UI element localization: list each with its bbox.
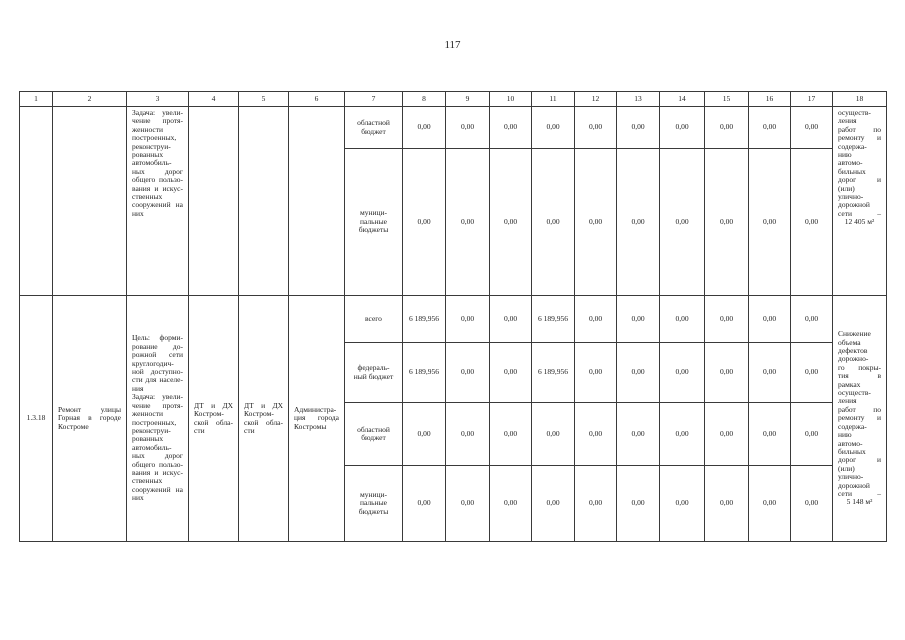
text-line: ления (838, 116, 857, 126)
column-number-header: 1 (20, 92, 53, 107)
text-line: круглогодич- (132, 358, 174, 368)
value-cell: 0,00 (791, 343, 833, 403)
value-cell: 0,00 (749, 107, 791, 149)
text-line: (или) (838, 183, 855, 193)
value-cell: 0,00 (490, 403, 532, 466)
text-line: автомобиль- (132, 158, 172, 168)
value-cell: 0,00 (446, 466, 490, 542)
value-cell: 0,00 (617, 343, 660, 403)
text-line: дорожной (838, 200, 870, 210)
text-line: улично- (838, 472, 864, 482)
value-cell: 0,00 (446, 296, 490, 343)
funding-source-cell (345, 343, 403, 403)
text-line: Снижение (838, 329, 871, 339)
text-line: дорожной (838, 480, 870, 490)
value-cell: 0,00 (532, 403, 575, 466)
empty-cell (20, 107, 53, 296)
value-cell: 6 189,956 (403, 343, 446, 403)
value-cell: 0,00 (705, 403, 749, 466)
text-line: вания и искус- (132, 183, 183, 193)
value-cell: 0,00 (575, 107, 617, 149)
text-line: реконструи- (132, 425, 171, 435)
text-line: них (132, 208, 144, 218)
text-line: Администра- (294, 404, 337, 414)
text-line: общего пользо- (132, 459, 183, 469)
text-line: ной доступно- (132, 367, 183, 377)
value-cell: 0,00 (403, 149, 446, 296)
text-line: Цель: форми- (132, 333, 183, 343)
text-line: автомо- (838, 158, 863, 168)
column-6-cell (289, 296, 345, 542)
text-line: дорог и (838, 175, 881, 185)
column-number-header: 8 (403, 92, 446, 107)
column-number-header: 2 (53, 92, 127, 107)
text-line: ской обла- (194, 417, 233, 427)
value-cell: 0,00 (403, 403, 446, 466)
value-cell: 0,00 (660, 466, 705, 542)
text-line: бюджеты (358, 506, 389, 516)
table-row (20, 296, 887, 343)
text-line: дефектов (838, 346, 868, 356)
column-number-header: 6 (289, 92, 345, 107)
value-cell: 0,00 (446, 107, 490, 149)
text-line: чение протя- (132, 116, 183, 126)
value-cell: 0,00 (617, 149, 660, 296)
text-line: ных дорог (132, 166, 183, 176)
value-cell: 0,00 (791, 403, 833, 466)
text-line: рожной сети (132, 350, 183, 360)
text-line: областной (357, 118, 390, 128)
column-number-header: 18 (833, 92, 887, 107)
text-line: чение протя- (132, 400, 183, 410)
text-line: объема (838, 337, 861, 347)
text-line: ных дорог (132, 451, 183, 461)
text-line: автомо- (838, 438, 863, 448)
text-line: бюджет (361, 433, 386, 442)
column-number-header: 3 (127, 92, 189, 107)
text-line: Костромы (294, 421, 327, 431)
text-line: ственных (132, 476, 163, 486)
goal-task-cell (127, 296, 189, 542)
value-cell: 0,00 (403, 466, 446, 542)
value-cell: 0,00 (490, 107, 532, 149)
text-line: сти для населе- (132, 375, 183, 385)
text-line: тия в (838, 371, 881, 381)
text-line: работ по (838, 404, 881, 414)
text-line: рованных (132, 150, 164, 160)
text-line: нию (838, 430, 852, 440)
value-cell: 0,00 (660, 403, 705, 466)
value-cell: 0,00 (660, 107, 705, 149)
text-line: Горная в городе (58, 413, 121, 423)
column-number-header: 5 (239, 92, 289, 107)
empty-cell (189, 107, 239, 296)
column-number-header: 14 (660, 92, 705, 107)
result-cell (833, 296, 887, 542)
text-line: Костроме (58, 421, 89, 431)
value-cell: 0,00 (791, 107, 833, 149)
value-cell: 0,00 (749, 149, 791, 296)
value-cell: 0,00 (660, 343, 705, 403)
value-cell: 0,00 (617, 466, 660, 542)
text-line: сооружений на (132, 200, 183, 210)
text-line: бюджет (361, 126, 386, 136)
item-number-cell: 1.3.18 (20, 296, 53, 542)
empty-cell (53, 107, 127, 296)
text-line: ственных (132, 192, 163, 202)
value-cell: 0,00 (617, 296, 660, 343)
value-cell: 0,00 (490, 466, 532, 542)
text-line: пальные (360, 498, 387, 508)
value-cell: 6 189,956 (532, 296, 575, 343)
value-cell: 0,00 (705, 107, 749, 149)
value-cell: 0,00 (532, 107, 575, 149)
value-cell: 0,00 (490, 149, 532, 296)
value-cell: 0,00 (446, 403, 490, 466)
text-line: 12 405 м² (844, 217, 875, 227)
value-cell: 0,00 (705, 296, 749, 343)
text-line: Костром- (194, 409, 224, 419)
text-line: сти (244, 425, 255, 435)
text-line: ской обла- (244, 417, 283, 427)
text-line: ДТ и ДХ (244, 400, 283, 410)
text-line: 5 148 м² (846, 497, 873, 507)
value-cell: 0,00 (749, 343, 791, 403)
column-4-cell (189, 296, 239, 542)
column-number-header: 4 (189, 92, 239, 107)
header-row (20, 92, 887, 107)
funding-source-cell (345, 296, 403, 343)
text-line: реконструи- (132, 141, 171, 151)
value-cell: 0,00 (490, 296, 532, 343)
result-cell (833, 107, 887, 296)
value-cell: 0,00 (575, 466, 617, 542)
text-line: ления (838, 396, 857, 406)
column-number-header: 10 (490, 92, 532, 107)
value-cell: 0,00 (446, 343, 490, 403)
text-line: муници- (359, 208, 388, 218)
column-number-header: 9 (446, 92, 490, 107)
text-line: бильных (838, 446, 866, 456)
column-number-header: 13 (617, 92, 660, 107)
text-line: построенных, (132, 133, 177, 143)
program-table (19, 91, 887, 542)
text-line: Задача: увели- (132, 392, 183, 402)
text-line: женности (132, 409, 163, 419)
text-line: дорог и (838, 455, 881, 465)
column-number-header: 17 (791, 92, 833, 107)
text-line: областной (357, 424, 390, 434)
goal-task-cell (127, 107, 189, 296)
text-line: сети – (838, 488, 881, 498)
text-line: ция города (294, 413, 339, 423)
value-cell: 0,00 (575, 343, 617, 403)
value-cell: 0,00 (791, 466, 833, 542)
text-line: Ремонт улицы (58, 404, 121, 414)
funding-source-cell (345, 403, 403, 466)
value-cell: 0,00 (575, 403, 617, 466)
text-line: рование до- (132, 341, 183, 351)
text-line: автомобиль- (132, 442, 172, 452)
text-line: всего (365, 313, 382, 323)
page-number: 117 (444, 39, 461, 51)
text-line: Задача: увели- (132, 108, 183, 117)
text-line: содержа- (838, 421, 867, 431)
text-line: ремонту и (838, 133, 881, 143)
value-cell: 6 189,956 (403, 296, 446, 343)
value-cell: 0,00 (403, 107, 446, 149)
column-number-header: 12 (575, 92, 617, 107)
value-cell: 0,00 (705, 149, 749, 296)
value-cell: 0,00 (617, 107, 660, 149)
text-line: улично- (838, 192, 864, 202)
text-line: ремонту и (838, 413, 881, 423)
text-line: осуществ- (838, 388, 871, 398)
funding-source-cell (345, 466, 403, 542)
text-line: ный бюджет (353, 371, 394, 381)
text-line: работ по (838, 124, 881, 134)
column-number-header: 15 (705, 92, 749, 107)
text-line: рамках (838, 379, 861, 389)
funding-source-cell (345, 149, 403, 296)
column-number-header: 11 (532, 92, 575, 107)
text-line: муници- (359, 489, 388, 499)
value-cell: 0,00 (749, 466, 791, 542)
item-name-cell (53, 296, 127, 542)
text-line: дорожно- (838, 354, 869, 364)
text-line: сооружений на (132, 484, 183, 494)
text-line: осуществ- (838, 108, 871, 117)
text-line: общего пользо- (132, 175, 183, 185)
column-number-header: 16 (749, 92, 791, 107)
value-cell: 6 189,956 (532, 343, 575, 403)
empty-cell (239, 107, 289, 296)
column-5-cell (239, 296, 289, 542)
text-line: женности (132, 124, 163, 134)
text-line: сти (194, 425, 205, 435)
text-line: нию (838, 150, 852, 160)
text-line: ния (132, 383, 144, 393)
text-line: пальные (360, 216, 387, 226)
value-cell: 0,00 (532, 466, 575, 542)
text-line: Костром- (244, 409, 274, 419)
text-line: содержа- (838, 141, 867, 151)
text-line: построенных, (132, 417, 177, 427)
text-line: сети – (838, 208, 881, 218)
value-cell: 0,00 (617, 403, 660, 466)
funding-source-cell (345, 107, 403, 149)
text-line: рованных (132, 434, 164, 444)
text-line: бюджеты (358, 225, 389, 235)
value-cell: 0,00 (749, 403, 791, 466)
value-cell: 0,00 (446, 149, 490, 296)
value-cell: 0,00 (749, 296, 791, 343)
value-cell: 0,00 (490, 343, 532, 403)
value-cell: 0,00 (532, 149, 575, 296)
text-line: бильных (838, 166, 866, 176)
value-cell: 0,00 (705, 343, 749, 403)
value-cell: 0,00 (575, 296, 617, 343)
value-cell: 0,00 (705, 466, 749, 542)
text-line: го покры- (838, 362, 881, 372)
value-cell: 0,00 (660, 149, 705, 296)
text-line: ДТ и ДХ (194, 400, 233, 410)
text-line: федераль- (357, 363, 390, 373)
text-line: вания и искус- (132, 467, 183, 477)
value-cell: 0,00 (791, 149, 833, 296)
text-line: (или) (838, 463, 855, 473)
value-cell: 0,00 (660, 296, 705, 343)
value-cell: 0,00 (575, 149, 617, 296)
table-row (20, 107, 887, 149)
empty-cell (289, 107, 345, 296)
value-cell: 0,00 (791, 296, 833, 343)
column-number-header: 7 (345, 92, 403, 107)
text-line: них (132, 493, 144, 503)
